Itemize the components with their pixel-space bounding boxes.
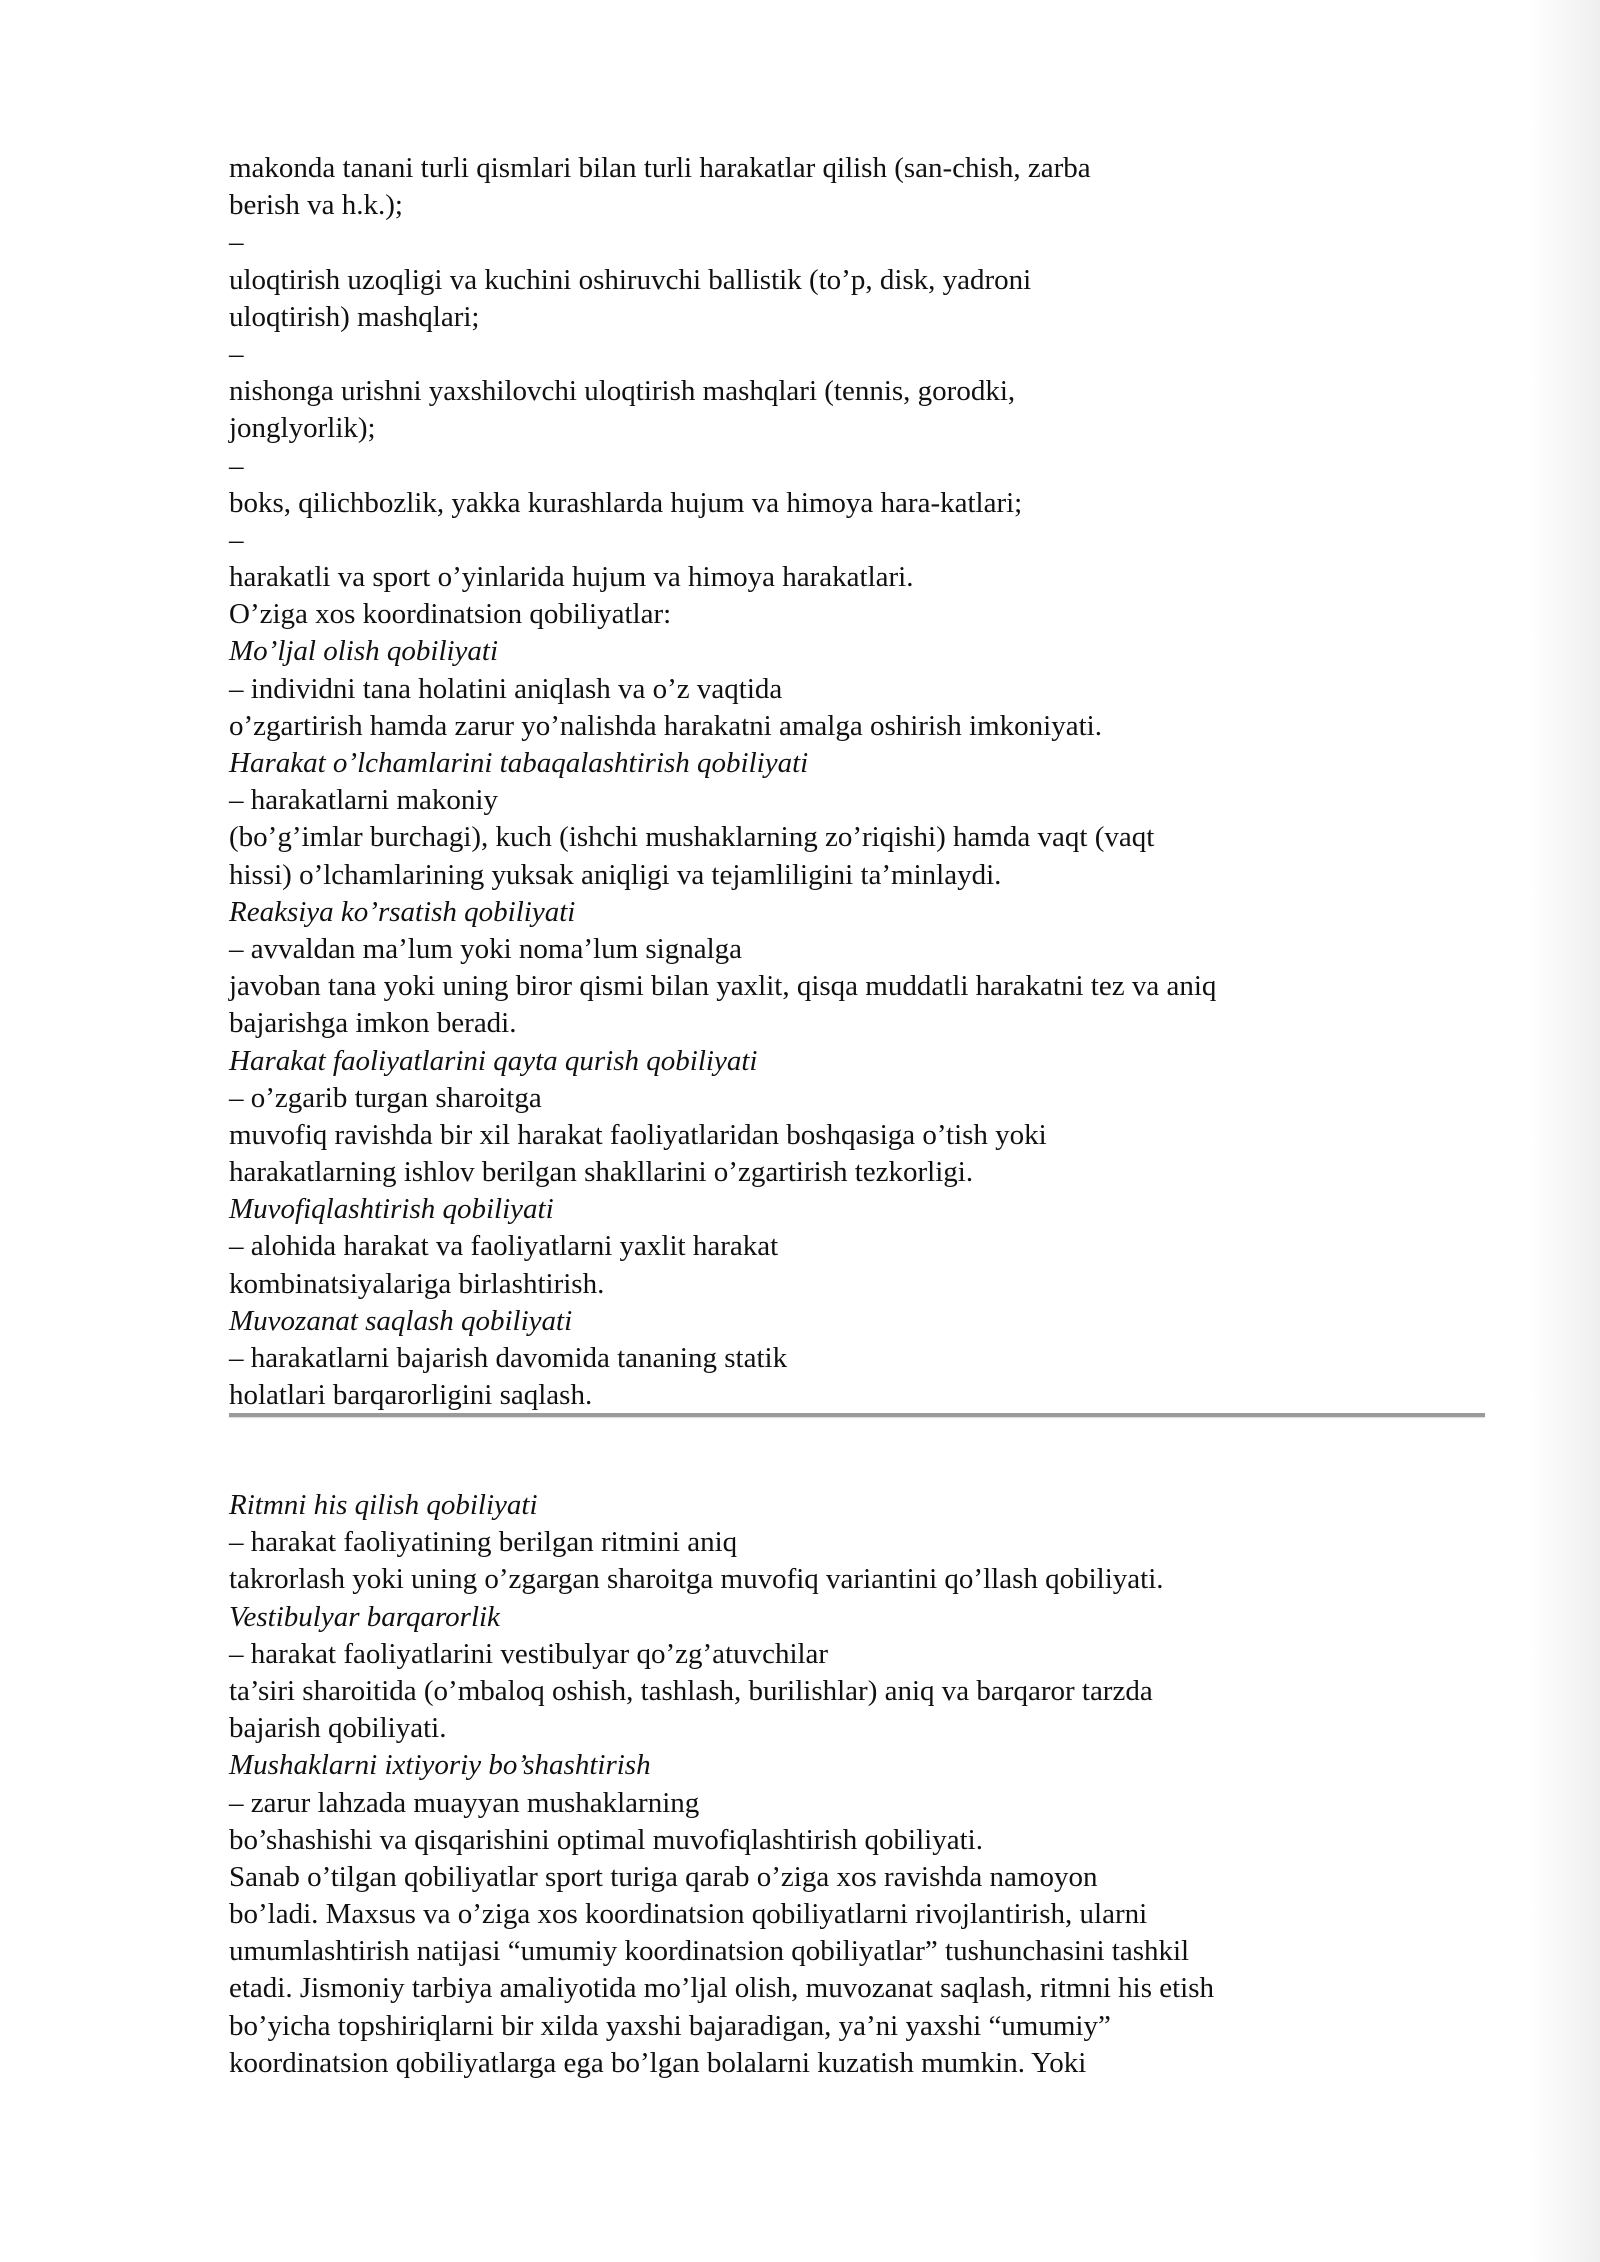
- text-line: –: [229, 449, 244, 482]
- text-line: – zarur lahzada muayyan mushaklarning: [229, 1786, 700, 1819]
- section-heading: Muvofiqlashtirish qobiliyati: [229, 1193, 554, 1226]
- text-line: – avvaldan ma’lum yoki noma’lum signalga: [229, 932, 743, 965]
- text-line: harakatlarning ishlov berilgan shakllarini o’zgartirish tezkorligi.: [229, 1156, 974, 1189]
- page-edge-shadow: [1530, 0, 1600, 2262]
- text-line: takrorlash yoki uning o’zgargan sharoitga muvofiq variantini qo’llash qobiliyati.: [229, 1563, 1164, 1596]
- text-line: etadi. Jismoniy tarbiya amaliyotida mo’ljal olish, muvozanat saqlash, ritmni his etish: [229, 1972, 1215, 2005]
- text-line: jonglyorlik);: [229, 412, 376, 445]
- text-line: berish va h.k.);: [229, 189, 403, 222]
- text-section-1: [229, 150, 1489, 1414]
- text-line: bajarishga imkon beradi.: [229, 1007, 517, 1040]
- section-heading: Reaksiya ko’rsatish qobiliyati: [229, 895, 576, 928]
- text-line: – alohida harakat va faoliyatlarni yaxlit harakat: [229, 1230, 779, 1263]
- section-heading: Vestibulyar barqarorlik: [229, 1600, 500, 1633]
- text-line: hissi) o’lchamlarining yuksak aniqligi va tejamliligini ta’minlaydi.: [229, 858, 1002, 891]
- text-line: (bo’g’imlar burchagi), kuch (ishchi mushaklarning zo’riqishi) hamda vaqt (vaqt: [229, 821, 1155, 854]
- text-line: –: [229, 523, 244, 556]
- text-line: O’ziga xos koordinatsion qobiliyatlar:: [229, 598, 672, 631]
- text-line: kombinatsiyalariga birlashtirish.: [229, 1267, 605, 1300]
- text-line: –: [229, 226, 244, 259]
- text-line: bo’ladi. Maxsus va o’ziga xos koordinatsion qobiliyatlarni rivojlantirish, ularni: [229, 1898, 1148, 1931]
- text-section-2: [229, 1487, 1489, 2082]
- text-line: uloqtirish) mashqlari;: [229, 300, 480, 333]
- text-line: nishonga urishni yaxshilovchi uloqtirish mashqlari (tennis, gorodki,: [229, 375, 1016, 408]
- text-line: javoban tana yoki uning biror qismi bilan yaxlit, qisqa muddatli harakatni tez va aniq: [229, 970, 1217, 1003]
- text-line: ta’siri sharoitida (o’mbaloq oshish, tashlash, burilishlar) aniq va barqaror tarzda: [229, 1674, 1153, 1707]
- text-line: harakatli va sport o’yinlarida hujum va himoya harakatlari.: [229, 561, 914, 594]
- section-heading: Ritmni his qilish qobiliyati: [229, 1489, 538, 1521]
- text-line: bo’yicha topshiriqlarni bir xilda yaxshi bajaradigan, ya’ni yaxshi “umumiy”: [229, 2009, 1111, 2042]
- text-line: holatlari barqarorligini saqlash.: [229, 1379, 593, 1412]
- text-line: –: [229, 337, 244, 370]
- text-line: – harakat faoliyatining berilgan ritmini aniq: [229, 1526, 738, 1559]
- text-line: umumlashtirish natijasi “umumiy koordinatsion qobiliyatlar” tushunchasini tashkil: [229, 1935, 1190, 1968]
- text-line: o’zgartirish hamda zarur yo’nalishda harakatni amalga oshirish imkoniyati.: [229, 709, 1102, 742]
- text-line: bo’shashishi va qisqarishini optimal muvofiqlashtirish qobiliyati.: [229, 1823, 983, 1856]
- section-heading: Harakat o’lchamlarini tabaqalashtirish qobiliyati: [229, 747, 809, 779]
- text-line: – harakatlarni bajarish davomida tananing statik: [229, 1342, 788, 1374]
- text-line: – harakatlarni makoniy: [229, 784, 498, 817]
- section-heading: Mushaklarni ixtiyoriy bo’shashtirish: [229, 1749, 651, 1782]
- text-line: – harakat faoliyatlarini vestibulyar qo’zg’atuvchilar: [229, 1637, 829, 1670]
- text-line: uloqtirish uzoqligi va kuchini oshiruvchi ballistik (to’p, disk, yadroni: [229, 263, 1032, 296]
- section-heading: Harakat faoliyatlarini qayta qurish qobiliyati: [229, 1044, 758, 1077]
- text-line: boks, qilichbozlik, yakka kurashlarda hujum va himoya hara-katlari;: [229, 486, 1023, 519]
- text-line: bajarish qobiliyati.: [229, 1712, 447, 1745]
- text-line: muvofiq ravishda bir xil harakat faoliyatlaridan boshqasiga o’tish yoki: [229, 1118, 1047, 1151]
- text-line: – individni tana holatini aniqlash va o’z vaqtida: [229, 672, 783, 705]
- section-heading: Mo’ljal olish qobiliyati: [229, 635, 499, 668]
- text-line: koordinatsion qobiliyatlarga ega bo’lgan bolalarni kuzatish mumkin. Yoki: [229, 2046, 1087, 2079]
- section-heading: Muvozanat saqlash qobiliyati: [229, 1304, 573, 1337]
- text-line: – o’zgarib turgan sharoitga: [229, 1081, 542, 1114]
- text-line: Sanab o’tilgan qobiliyatlar sport turiga qarab o’ziga xos ravishda namoyon: [229, 1860, 1098, 1893]
- page-divider: [229, 1413, 1485, 1417]
- text-line: makonda tanani turli qismlari bilan turli harakatlar qilish (san-chish, zarba: [229, 152, 1091, 184]
